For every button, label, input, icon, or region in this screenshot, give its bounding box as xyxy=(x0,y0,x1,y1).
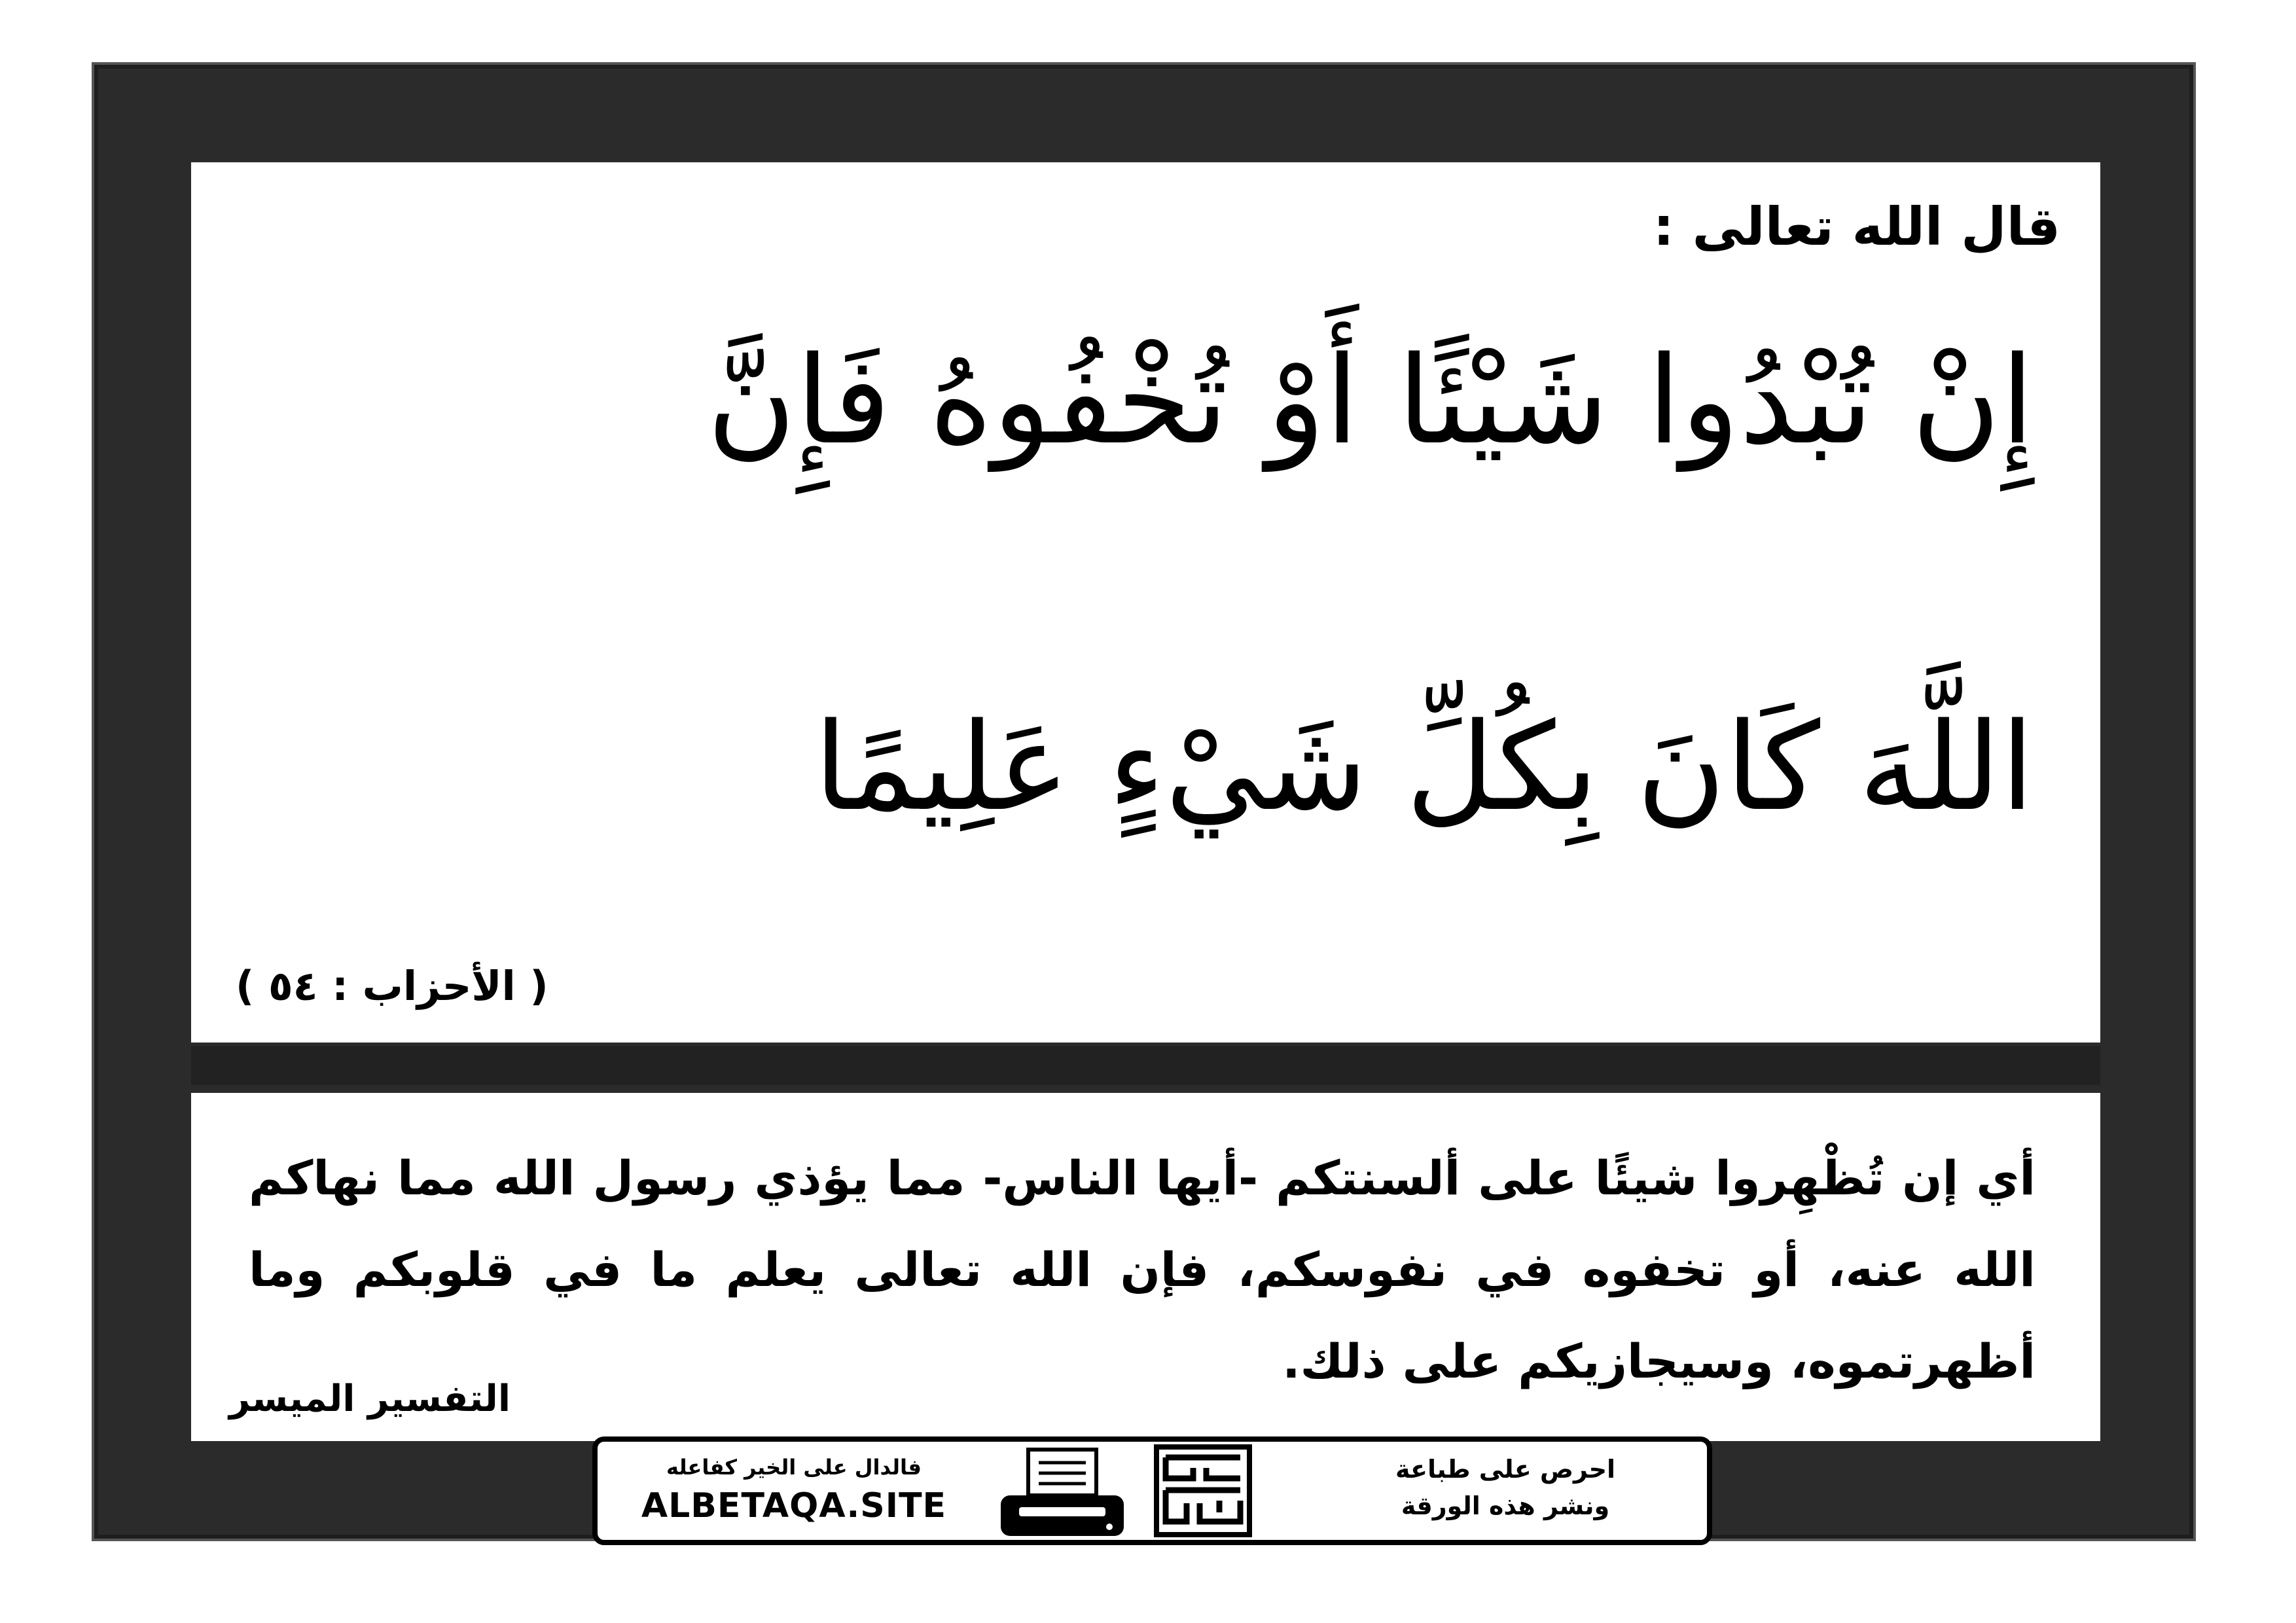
panel-divider xyxy=(191,1046,2100,1085)
pointer-text: فالدال على الخير كفاعله xyxy=(666,1455,922,1480)
banner-right-block xyxy=(1309,1451,1702,1533)
verse-line-2: اللَّهَ كَانَ بِكُلِّ شَيْءٍ عَلِيمًا xyxy=(814,696,2034,838)
banner-right-line-1: احرص على طباعة xyxy=(1395,1455,1616,1484)
verse-line-1: إِنْ تُبْدُوا شَيْئًا أَوْ تُخْفُوهُ فَإِنَّ xyxy=(707,330,2034,471)
footer-banner xyxy=(592,1436,1712,1545)
printer-icon xyxy=(997,1446,1128,1544)
calligraphy-logo xyxy=(1154,1444,1252,1537)
verse-panel xyxy=(191,162,2100,1043)
banner-right-line-2: ونشر هذه الورقة xyxy=(1401,1491,1610,1520)
surah-reference: ( الأحزاب : ٥٤ ) xyxy=(236,962,548,1010)
intro-heading: قال الله تعالى : xyxy=(1653,196,2060,257)
tafsir-source: التفسير الميسر xyxy=(229,1378,511,1420)
tafsir-text: أي إن تُظْهِروا شيئًا على ألسنتكم -أيها الناس- مما يؤذي رسول الله مما نهاكم الله عنه، أو تخفوه في نفوسكم، فإن الله تعالى يعلم ما في قلوبكم وما أظهرتموه، وسيجازيكم على ذلك. xyxy=(249,1150,2036,1389)
banner-left-block xyxy=(617,1451,971,1533)
site-link[interactable]: ALBETAQA.SITE xyxy=(641,1486,947,1525)
